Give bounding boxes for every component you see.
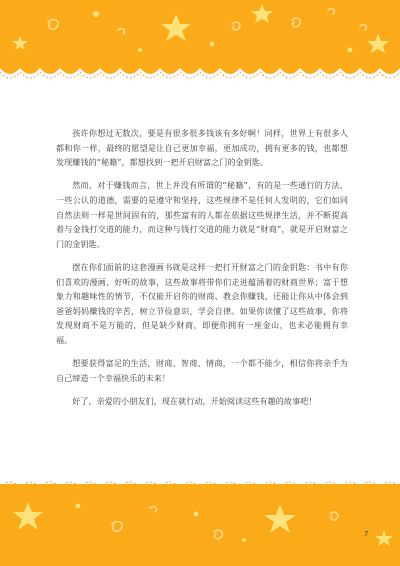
- top-scallop-edge: [0, 58, 400, 84]
- swirl-icon: [118, 29, 124, 34]
- star-icon: [375, 530, 393, 546]
- paragraph: 想要获得富足的生活，财商、智商、情商，一个都不能少，相信你将亲手为自己缔造一个幸福快乐的未来！: [56, 358, 348, 383]
- swirl-icon: [48, 20, 58, 30]
- dot-icon: [138, 48, 142, 52]
- page-body: [56, 126, 348, 417]
- dot-icon: [76, 504, 81, 509]
- swirl-icon: [330, 512, 338, 520]
- swirl-icon: [150, 507, 156, 512]
- bottom-decorative-band: [0, 484, 400, 566]
- star-icon: [12, 36, 28, 50]
- paragraph: 好了，亲爱的小朋友们，现在就行动，开始阅读这些有趣的故事吧！: [72, 395, 317, 406]
- dot-icon: [194, 512, 199, 517]
- paragraph: 然而，对于赚钱而言，世上并没有所谓的“秘籍”，有的是一些通行的方法，一些公认的道德，需要的是遵守和坚持，这些规律不是任何人发明的，它们如同自然法则一样是世间固有的，那些富有的人都在依据这些规律生活，并不断提高着与金钱打交道的能力，而这种与钱打交道的能力就是“财商”，就是开启财富之门的金钥匙。: [56, 180, 348, 249]
- star-icon: [367, 34, 389, 53]
- swirl-icon: [214, 530, 222, 539]
- star-icon: [161, 14, 191, 41]
- swirl-icon: [112, 522, 122, 532]
- paragraph: 摆在你们面前的这套漫画书就是这样一把打开财富之门的金钥匙：书中有你们喜欢的漫画、好听的故事，这些故事将带你们走进蕴涵着的财商世界；富于想象力和趣味性的情节，不仅能开启你的财商、教会你赚钱，还能让你从中体会到爸爸妈妈赚钱的辛苦，树立节俭意识，学会自律。如果你读懂了这些故事，你将发现财商不是万能的，但是缺少财商，即便你拥有一座金山，也未必能拥有幸福。: [56, 261, 348, 345]
- dot-icon: [210, 42, 215, 47]
- dot-icon: [242, 538, 246, 542]
- swirl-icon: [360, 25, 366, 30]
- page-number: 7: [364, 530, 369, 538]
- bottom-band-decor: [0, 484, 400, 566]
- swirl-icon: [292, 18, 300, 27]
- paragraph: 孩许你想过无数次，要是有很多很多钱该有多好啊！同样，世界上有很多人都和你一样，最终的愿望是让自己更加幸福，更加成功，拥有更多的钱，也都想发现赚钱的“秘籍”，都想找到一把开启财富之门的金钥匙。: [56, 128, 348, 168]
- swirl-icon: [328, 9, 334, 14]
- dot-icon: [348, 48, 353, 53]
- dot-icon: [93, 11, 99, 17]
- star-icon: [13, 502, 43, 530]
- star-icon: [251, 4, 273, 23]
- star-icon: [264, 504, 296, 533]
- swirl-icon: [232, 22, 240, 30]
